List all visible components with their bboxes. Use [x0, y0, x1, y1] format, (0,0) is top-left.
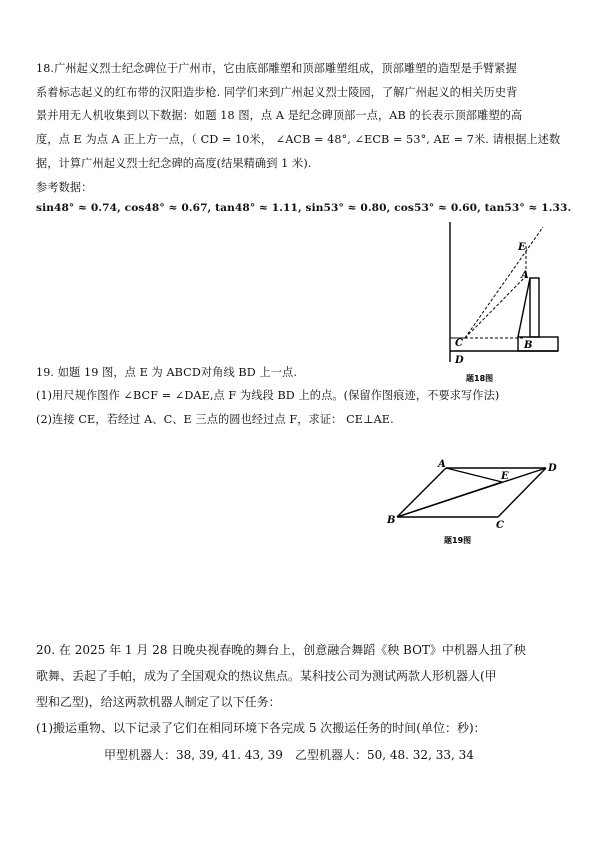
fig19-label-b: B — [387, 515, 396, 526]
q18-line-5: 据，计算广州起义烈士纪念碑的高度(结果精确到 1 米). — [36, 157, 312, 170]
figure-19 — [384, 458, 564, 548]
fig19-label-d: D — [548, 463, 557, 474]
q20-line-3: 型和乙型)，给这两款机器人制定了以下任务： — [36, 695, 281, 709]
q20-line-1: 20. 在 2025 年 1 月 28 日晚央视春晚的舞台上，创意融合舞蹈《秧 BOT》中机器人扭了秧 — [36, 643, 526, 657]
q18-line-4: 度，点 E 为点 A 正上方一点，（ CD = 10米， ∠ACB = 48°, ∠ECB = 53°, AE = 7米. 请根据上述数 — [36, 133, 561, 146]
fig18-monument-edge — [518, 278, 530, 337]
q20-robot-a-data: 甲型机器人：38, 39, 41. 43, 39 — [104, 748, 283, 762]
figure-18 — [430, 222, 565, 387]
fig18-label-a: A — [521, 270, 529, 281]
fig18-caption: 题18图 — [466, 374, 494, 383]
fig18-label-c: C — [455, 338, 463, 349]
q18-line-2: 系着标志起义的红布带的汉阳造步枪. 同学们来到广州起义烈士陵园，了解广州起义的相关历史背 — [36, 86, 518, 99]
fig19-label-e: E — [501, 471, 509, 482]
fig18-ca-line — [465, 274, 528, 338]
q18-line-3: 景并用无人机收集到以下数据：如题 18 图，点 A 是纪念碑顶部一点，AB 的长表示顶部雕塑的高 — [36, 109, 523, 122]
fig19-segment-be — [397, 482, 502, 517]
q19-line-3: (2)连接 CE，若经过 A、C、E 三点的圆也经过点 F，求证： CE⊥AE. — [36, 413, 394, 426]
fig18-column — [530, 278, 539, 337]
fig19-segment-ae — [446, 468, 502, 482]
q19-line-2: (1)用尺规作图作 ∠BCF = ∠DAE,点 F 为线段 BD 上的点。(保留作图痕迹，不要求写作法) — [36, 389, 500, 402]
fig19-label-c: C — [496, 520, 504, 531]
q18-line-1: 18.广州起义烈士纪念碑位于广州市，它由底部雕塑和顶部雕塑组成，顶部雕塑的造型是手臂紧握 — [36, 62, 517, 75]
fig18-label-d: D — [455, 355, 464, 366]
fig18-label-b: B — [524, 340, 533, 351]
q20-line-2: 歌舞、丢起了手帕，成为了全国观众的热议焦点。某科技公司为测试两款人形机器人(甲 — [36, 669, 497, 683]
fig19-caption: 题19图 — [444, 536, 472, 545]
fig18-ce-line — [465, 227, 543, 338]
q19-line-1: 19. 如题 19 图，点 E 为 ABCD对角线 BD 上一点. — [36, 366, 297, 379]
q18-ref-data: sin48° ≈ 0.74, cos48° ≈ 0.67, tan48° ≈ 1.11, sin53° ≈ 0.80, cos53° ≈ 0.60, tan53° ≈ 1.33. — [36, 202, 572, 214]
q18-ref-title: 参考数据： — [36, 181, 93, 194]
q20-robot-b-data: 乙型机器人：50, 48. 32, 33, 34 — [295, 748, 474, 762]
fig18-label-e: E — [518, 242, 526, 253]
fig19-label-a: A — [438, 459, 446, 470]
q20-line-4: (1)搬运重物、以下记录了它们在相同环境下各完成 5 次搬运任务的时间(单位：秒)： — [36, 721, 486, 735]
